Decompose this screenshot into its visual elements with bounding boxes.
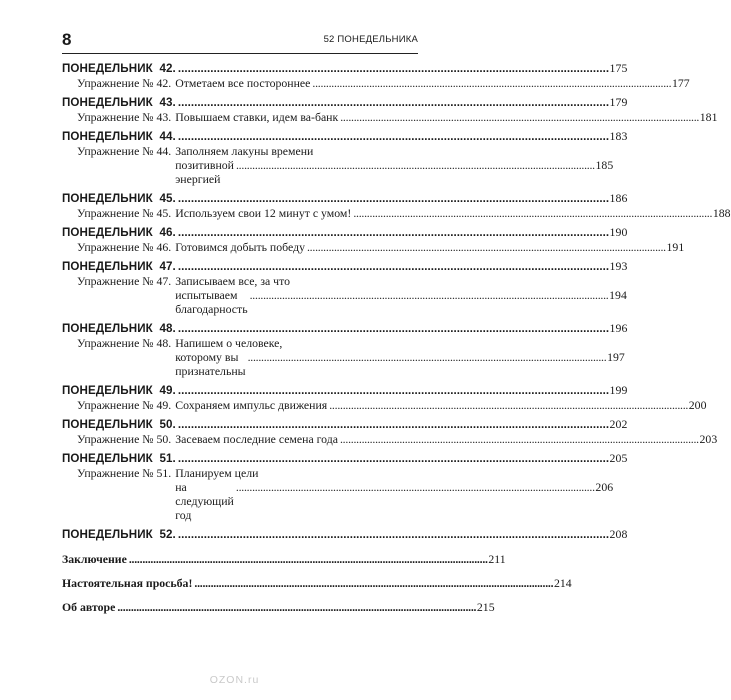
monday-title: ПОНЕДЕЛЬНИК 47. — [62, 260, 176, 273]
exercise-title-line-last — [175, 350, 625, 378]
toc-entry-exercise — [62, 336, 625, 378]
leader-dots — [329, 398, 687, 412]
leader-dots — [340, 110, 698, 124]
toc-entry-exercise — [62, 432, 718, 446]
exercise-title-block — [175, 336, 625, 378]
page-ref: 215 — [476, 600, 495, 614]
exercise-label: Упражнение № 49. — [77, 398, 172, 412]
toc-entry-monday — [62, 527, 628, 542]
toc-entry-monday — [62, 129, 628, 144]
leader-dots — [178, 418, 608, 432]
page-ref: 199 — [609, 383, 628, 397]
monday-title: ПОНЕДЕЛЬНИК 43. — [62, 96, 176, 109]
header-rule — [62, 53, 418, 54]
page-ref: 211 — [488, 552, 506, 566]
page-ref: 191 — [666, 240, 685, 254]
section-gap — [62, 590, 418, 600]
exercise-title-line: испытываем благодарность — [175, 288, 248, 316]
leader-dots — [178, 528, 608, 542]
backmatter-title: Заключение — [62, 552, 127, 566]
monday-title: ПОНЕДЕЛЬНИК 44. — [62, 130, 176, 143]
exercise-title-line: Напишем о человеке, — [175, 336, 283, 350]
monday-title: ПОНЕДЕЛЬНИК 45. — [62, 192, 176, 205]
exercise-title-line-last — [175, 288, 627, 316]
backmatter-title: Об авторе — [62, 600, 116, 614]
exercise-title-line: Планируем цели — [175, 466, 259, 480]
page-ref: 208 — [609, 527, 628, 541]
exercise-title: Используем свои 12 минут с умом! — [175, 206, 352, 220]
exercise-label: Упражнение № 51. — [77, 466, 172, 480]
toc-entry-monday — [62, 451, 628, 466]
toc-entry-backmatter — [62, 552, 506, 566]
page-header — [62, 30, 418, 52]
exercise-title: Отметаем все постороннее — [175, 76, 311, 90]
exercise-label: Упражнение № 44. — [77, 144, 172, 158]
watermark: OZON.ru — [209, 674, 260, 686]
exercise-title: Готовимся добыть победу — [175, 240, 305, 254]
exercise-title-line: Записываем все, за что — [175, 274, 291, 288]
leader-dots — [178, 130, 608, 144]
page-ref: 214 — [553, 576, 572, 590]
leader-dots — [117, 600, 475, 614]
page-number: 8 — [62, 30, 72, 49]
leader-dots — [353, 206, 711, 220]
exercise-label: Упражнение № 46. — [77, 240, 172, 254]
monday-title: ПОНЕДЕЛЬНИК 42. — [62, 62, 176, 75]
toc-entry-monday — [62, 383, 628, 398]
exercise-label: Упражнение № 43. — [77, 110, 172, 124]
monday-title: ПОНЕДЕЛЬНИК 52. — [62, 528, 176, 541]
toc-entry-monday — [62, 95, 628, 110]
section-gap — [62, 542, 418, 552]
exercise-title-block — [175, 466, 613, 522]
toc-entry-backmatter — [62, 576, 572, 590]
exercise-label: Упражнение № 45. — [77, 206, 172, 220]
page-ref: 202 — [609, 417, 628, 431]
leader-dots — [178, 260, 608, 274]
leader-dots — [129, 552, 487, 566]
toc-entry-monday — [62, 225, 628, 240]
toc-entry-exercise — [62, 466, 614, 522]
page-ref: 205 — [609, 451, 628, 465]
page-ref: 175 — [609, 61, 628, 75]
leader-dots — [178, 62, 608, 76]
exercise-label: Упражнение № 50. — [77, 432, 172, 446]
leader-dots — [194, 576, 552, 590]
page-ref: 179 — [609, 95, 628, 109]
toc-entry-exercise — [62, 76, 690, 90]
leader-dots — [236, 158, 594, 172]
exercise-title-line: позитивной энергией — [175, 158, 234, 186]
page-ref: 177 — [671, 76, 690, 90]
exercise-label: Упражнение № 42. — [77, 76, 172, 90]
exercise-label: Упражнение № 47. — [77, 274, 172, 288]
leader-dots — [340, 432, 698, 446]
toc-entry-backmatter — [62, 600, 495, 614]
page-ref: 194 — [609, 288, 627, 302]
leader-dots — [178, 96, 608, 110]
exercise-title: Повышаем ставки, идем ва-банк — [175, 110, 339, 124]
toc-entry-exercise — [62, 398, 707, 412]
page-ref: 203 — [699, 432, 718, 446]
page-ref: 183 — [609, 129, 628, 143]
exercise-title-line-last — [175, 480, 613, 522]
exercise-title-block — [175, 144, 613, 186]
exercise-title: Засеваем последние семена года — [175, 432, 338, 446]
leader-dots — [248, 350, 606, 364]
leader-dots — [178, 226, 608, 240]
toc-entry-monday — [62, 259, 628, 274]
monday-title: ПОНЕДЕЛЬНИК 51. — [62, 452, 176, 465]
monday-title: ПОНЕДЕЛЬНИК 46. — [62, 226, 176, 239]
toc-entry-exercise — [62, 274, 627, 316]
monday-title: ПОНЕДЕЛЬНИК 50. — [62, 418, 176, 431]
page-ref: 200 — [688, 398, 707, 412]
monday-title: ПОНЕДЕЛЬНИК 49. — [62, 384, 176, 397]
toc-entry-monday — [62, 417, 628, 432]
exercise-title-line: которому вы признательны — [175, 350, 246, 378]
exercise-title-line-last — [175, 158, 613, 186]
leader-dots — [307, 240, 665, 254]
page-ref: 181 — [699, 110, 718, 124]
page-ref: 185 — [595, 158, 614, 172]
backmatter-title: Настоятельная просьба! — [62, 576, 193, 590]
exercise-title-line: на следующий год — [175, 480, 234, 522]
toc-entry-monday — [62, 321, 628, 336]
leader-dots — [312, 76, 670, 90]
page-ref: 186 — [609, 191, 628, 205]
toc-entry-exercise — [62, 110, 718, 124]
leader-dots — [250, 288, 608, 302]
toc-entry-monday — [62, 61, 628, 76]
running-head: 52 ПОНЕДЕЛЬНИКА — [323, 34, 418, 45]
toc-entry-exercise — [62, 240, 685, 254]
toc-entry-exercise — [62, 144, 614, 186]
section-gap — [62, 566, 418, 576]
page-ref: 190 — [609, 225, 628, 239]
exercise-title: Сохраняем импульс движения — [175, 398, 328, 412]
leader-dots — [178, 452, 608, 466]
exercise-title-line: Заполняем лакуны времени — [175, 144, 314, 158]
exercise-label: Упражнение № 48. — [77, 336, 172, 350]
leader-dots — [178, 384, 608, 398]
exercise-title-block — [175, 274, 627, 316]
leader-dots — [178, 322, 608, 336]
page-ref: 188 — [712, 206, 731, 220]
leader-dots — [178, 192, 608, 206]
page-ref: 196 — [609, 321, 628, 335]
toc-entry-monday — [62, 191, 628, 206]
page-ref: 193 — [609, 259, 628, 273]
table-of-contents — [62, 61, 731, 614]
page-ref: 206 — [595, 480, 614, 494]
toc-entry-exercise — [62, 206, 731, 220]
page-ref: 197 — [607, 350, 625, 364]
leader-dots — [236, 480, 594, 494]
monday-title: ПОНЕДЕЛЬНИК 48. — [62, 322, 176, 335]
